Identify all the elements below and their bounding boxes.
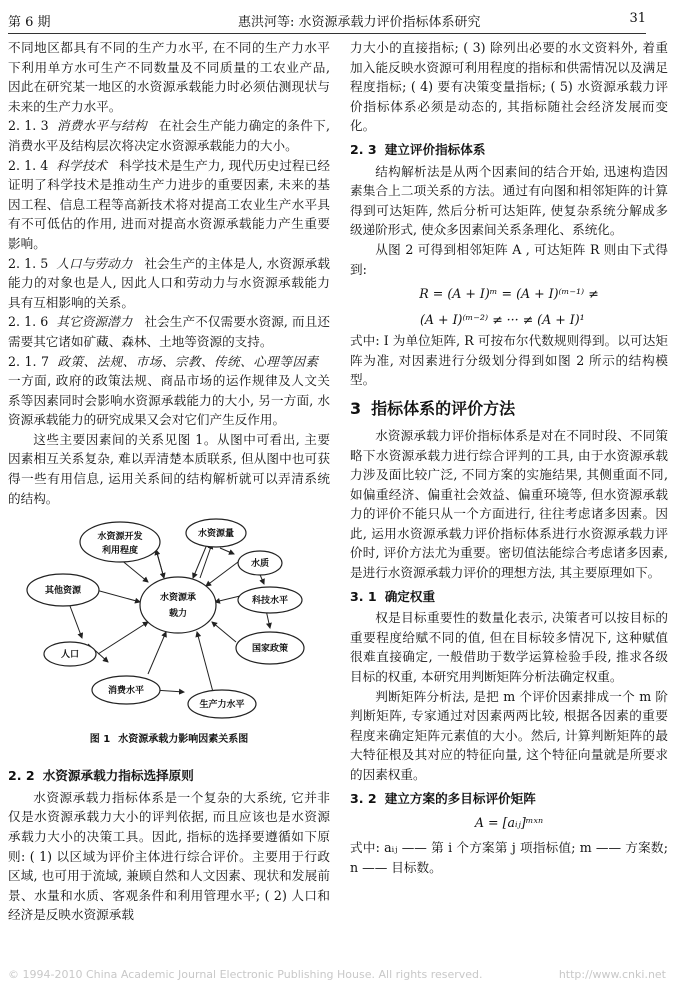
figure-1 [8,514,330,762]
header-rule [8,33,646,34]
node-label-center-2: 载力 [168,609,188,620]
copyright-notice: © 1994-2010 China Academic Journal Electronic Publishing House. All rights reserved. [8,968,483,981]
subsection-text: 社会生产不仅需要水资源, 而且还需要其它诸如矿藏、森林、土地等资源的支持。 [8,314,330,349]
section-number: 3 [350,398,362,418]
subsection-title: 消费水平与结构 [56,118,147,134]
node-label-dev-1: 水资源开发 [97,532,143,543]
subsection-2-1-3 [8,116,330,155]
paragraph: 不同地区都具有不同的生产力水平, 在不同的生产力水平下利用单方水可生产不同数量及不同质量的工农业产品, 因此在研究某一地区的水资源承载能力时必须估测现状与未来的生产力水平。 [8,40,330,114]
section-title: 指标体系的评价方法 [371,398,516,418]
paragraph: 从图 2 可得到相邻矩阵 A , 可达矩阵 R 则由下式得到: [350,241,668,277]
figure-caption [8,730,330,750]
subsection-number: 2. 1. 5 [8,255,49,271]
figure-number: 图 1 [89,734,111,746]
running-header [8,8,646,34]
right-column [350,38,668,877]
source-url: http://www.cnki.net [558,968,666,981]
paragraph: 这些主要因素间的关系见图 1。从图中可看出, 主要因素相互关系复杂, 难以弄清楚本质联系, 但从图中也可获得一些有用信息, 运用关系间的结构解析就可以弄清系统的结构。 [8,431,330,506]
subsection-text: 社会生产的主体是人, 水资源承载能力的对象也是人, 因此人口和劳动力与水资源承载能力具有互相影响的关系。 [8,255,330,310]
section-number: 3. 2 [350,790,377,806]
formula-evaluation-matrix: A = [aᵢⱼ]ᵐˣⁿ [474,815,544,831]
section-title: 建立评价指标体系 [384,141,486,157]
node-label-quality: 水质 [250,559,270,570]
node-label-dev-2: 利用程度 [101,546,139,557]
node-label-policy: 国家政策 [251,644,289,655]
section-number: 3. 1 [350,588,377,604]
section-2-3-heading [350,140,668,160]
node-dev [80,522,160,562]
subsection-number: 2. 1. 3 [8,118,49,134]
left-column [8,38,330,925]
section-3-1-heading [350,587,668,607]
formula-reachability-1: R = (A + I)ᵐ = (A + I)⁽ᵐ⁻¹⁾ ≠ [419,286,599,302]
node-label-amount: 水资源量 [197,529,235,540]
node-label-other: 其他资源 [44,586,82,597]
paragraph: 水资源承载力评价指标体系是对在不同时段、不同策略下水资源承载力进行综合评判的工具, 由于水资源承载力涉及面比较广泛, 不同方案的实施结果, 其侧重面不同, 如偏重经济、偏重社会效益、偏重环境等, 但水资源承载力的评价不能只从一个方面进行, 往往考虑诸多因素。因此, 运用水资源承载力评价指标体系进行水资源承载力评价时, 评价方法尤为重要。密切值法能综合考虑诸多因素, 是进行水资源承载力评价的理想方法, 其主要原理如下。 [350,427,668,581]
section-number: 2. 2 [8,768,35,784]
node-label-pop: 人口 [60,650,80,661]
section-title: 确定权重 [384,588,436,604]
subsection-2-1-4 [8,156,330,254]
subsection-number: 2. 1. 6 [8,314,49,330]
subsection-text: 在社会生产能力确定的条件下, 消费水平及结构层次将决定水资源承载能力的大小。 [8,118,330,153]
paragraph: 判断矩阵分析法, 是把 m 个评价因素排成一个 m 阶判断矩阵, 专家通过对因素两两比较, 根据各因素的重要程度来确定矩阵元素值的大小。然后, 计算判断矩阵的最大特征根及其对应的特征向量, 这个特征向量就是所要求的因素权重。 [350,688,668,782]
subsection-text: 一方面, 政府的政策法规、商品市场的运作规律及人文关系等因素同时会影响水资源承载能力的大小, 另一方面, 水资源承载能力的研究成果又会对它们产生反作用。 [8,373,330,428]
formula-reachability-2: (A + I)⁽ᵐ⁻²⁾ ≠ ··· ≠ (A + I)¹ [420,312,585,328]
section-3-2-heading [350,789,668,809]
paragraph: 水资源承载力指标体系是一个复杂的大系统, 它并非仅是水资源承载力大小的评判依据, 而且应该也是水资源承载力大小的决策工具。因此, 指标的选择要遵循如下原则: ( 1) 以区域为评价主体进行综合评价。主要用于行政区域, 也可用于流域, 兼顾自然和人文因素、现状和发展前景、水量和水质、客观条件和利用管理水平; ( 2) 人口和经济是反映水资源承载 [8,789,330,923]
paragraph: 式中: aᵢⱼ —— 第 i 个方案第 j 项指标值; m —— 方案数; n —— 目标数。 [350,840,668,875]
running-title: 惠洪河等: 水资源承载力评价指标体系研究 [238,15,481,30]
node-label-center-1: 水资源承 [159,593,197,604]
section-3-heading [350,398,668,420]
node-label-tech: 科技水平 [251,596,289,607]
subsection-2-1-6 [8,312,330,351]
subsection-text: 科学技术是生产力, 现代历史过程已经证明了科学技术是推动生产力进步的重要因素, 未来的基因工程、信息工程等高新技术将对提高工农业生产水平具有不可低估的作用, 进而对提高水资源承载能力产生重要影响。 [8,157,330,251]
paragraph: 结构解析法是从两个因素间的结合开始, 迅速构造因素集合上二项关系的方法。通过有向图和相邻矩阵的计算得到可达矩阵, 然后分析可达矩阵, 使复杂系统分解成多级递阶形式, 使众多因素间关系条理化、系统化。 [350,163,668,238]
section-title: 建立方案的多目标评价矩阵 [384,790,536,806]
subsection-title: 其它资源潜力 [56,314,133,330]
paragraph: 权是目标重要性的数量化表示, 决策者可以按目标的重要程度给赋不同的值, 但在目标较多情况下, 这种赋值很难直接确定, 一般借助于数学运算检验手段, 推求各级目标的权重, 本研究用判断矩阵分析法确定权重。 [350,610,668,685]
diagram-nodes [27,519,304,718]
section-number: 2. 3 [350,141,377,157]
subsection-title: 人口与劳动力 [56,255,133,271]
section-title: 水资源承载力指标选择原则 [42,768,194,784]
subsection-2-1-7 [8,352,330,430]
issue-number: 第 6 期 [8,15,51,30]
factor-relation-diagram [8,514,330,762]
node-center [140,577,216,633]
subsection-number: 2. 1. 7 [8,353,49,369]
figure-title: 水资源承载力影响因素关系图 [118,734,249,746]
page-number: 31 [629,11,646,26]
node-label-prod: 生产力水平 [199,700,245,711]
node-label-consume: 消费水平 [107,686,145,697]
subsection-title: 政策、法规、市场、宗教、传统、心理等因素 [56,353,318,369]
subsection-title: 科学技术 [56,157,108,173]
paragraph: 力大小的直接指标; ( 3) 除列出必要的水文资料外, 着重加入能反映水资源可利用程度的指标和供需情况以及满足程度指标; ( 4) 要有决策变量指标; ( 5) 水资源承载力评价指标体系必须是动态的, 其指标随社会经济发展而变化。 [350,40,668,134]
paragraph: 式中: I 为单位矩阵, R 可按布尔代数规则得到。以可达矩阵为准, 对因素进行分级划分得到如图 2 所示的结构模型。 [350,333,668,388]
section-2-2-heading [8,766,330,786]
subsection-number: 2. 1. 4 [8,157,49,173]
subsection-2-1-5 [8,254,330,313]
